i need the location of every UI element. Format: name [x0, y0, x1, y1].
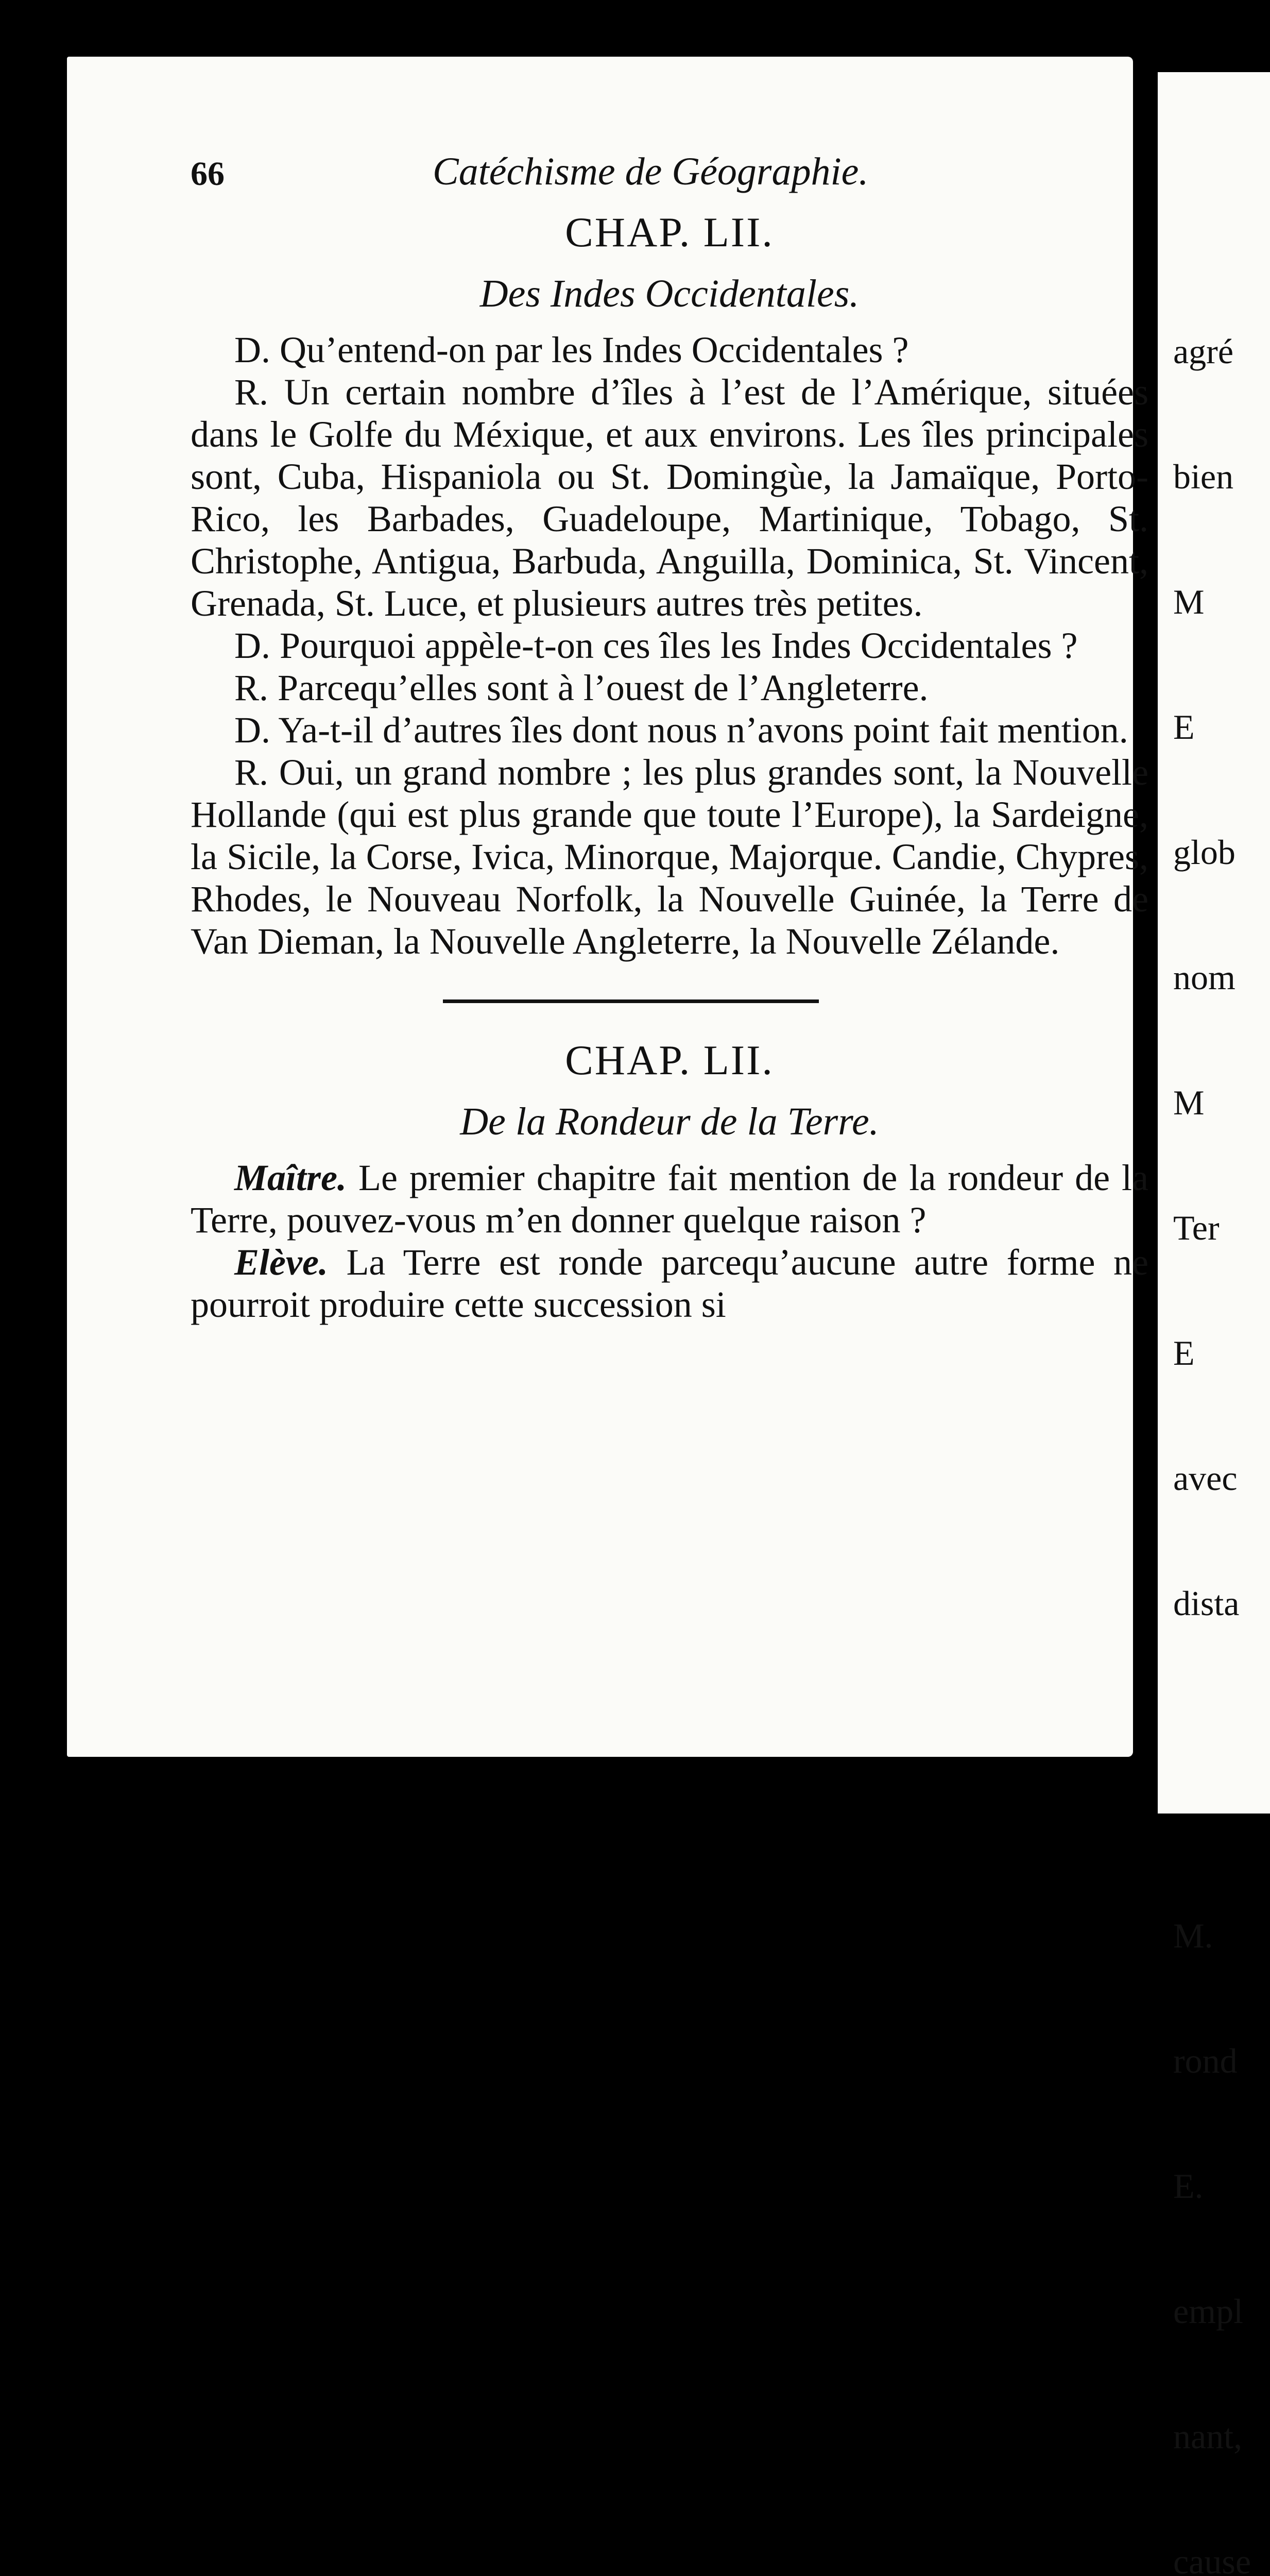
paragraph-text: Parcequ’elles sont à l’ouest de l’Angleterre. — [278, 667, 929, 708]
chapter-title: Des Indes Occidentales. — [479, 272, 860, 315]
speaker-label: Elève. — [234, 1242, 328, 1283]
paragraph — [191, 1241, 1148, 1326]
book-page — [67, 57, 1149, 1757]
paragraph-text: Le premier chapitre fait mention de la rondeur de la Terre, pouvez-vous m’en donner quelque raison ? — [191, 1157, 1148, 1241]
speaker-label: Maître. — [234, 1157, 347, 1198]
adjacent-line: cause — [1173, 2542, 1251, 2576]
paragraph — [191, 709, 1148, 751]
paragraph-text: Un certain nombre d’îles à l’est de l’Amérique, situées dans le Golfe du Méxique, et aux environs. Les îles principales sont, Cuba, Hispaniola ou St. Domingùe, la Jamaïque, Porto-Rico, les Barbades, Guadeloupe, Martinique, Tobago, St. Christophe, Antigua, Barbuda, Anguilla, Dominica, St. Vincent, Grenada, St. Luce, et plusieurs autres très petites. — [191, 371, 1149, 624]
adjacent-line: agré — [1173, 332, 1234, 371]
chapter-title: De la Rondeur de la Terre. — [460, 1100, 879, 1143]
paragraph-text: Qu’entend-on par les Indes Occidentales ? — [280, 329, 909, 370]
paragraph-text: Oui, un grand nombre ; les plus grandes sont, la Nouvelle Hollande (qui est plus grande que toute l’Europe), la Sardeigne, la Sicile, la Corse, Ivica, Minorque, Majorque. Candie, Chypres, Rhodes, le Nouveau Norfolk, la Nouvelle Guinée, la Terre de Van Dieman, la Nouvelle Angleterre, la Nouvelle Zélande. — [191, 752, 1148, 962]
adjacent-line: E — [1173, 1333, 1195, 1372]
adjacent-line: rond — [1173, 2041, 1238, 2080]
paragraph — [191, 667, 1148, 709]
adjacent-line: E. — [1173, 2166, 1204, 2206]
adjacent-line: E — [1173, 707, 1195, 747]
text-block — [191, 144, 1148, 1326]
adjacent-line: M — [1173, 1083, 1205, 1122]
paragraph — [191, 1157, 1148, 1241]
page-number: 66 — [191, 155, 225, 193]
adjacent-line: bien — [1173, 457, 1234, 496]
speaker-label: D. — [234, 709, 270, 751]
chapter-heading: CHAP. LII. — [565, 209, 774, 256]
chapter-heading: CHAP. LII. — [565, 1037, 774, 1083]
speaker-label: R. — [234, 667, 269, 708]
speaker-label: R. — [234, 371, 269, 413]
adjacent-line: nant, — [1173, 2417, 1243, 2456]
adjacent-line: nom — [1173, 958, 1235, 997]
section-divider — [443, 999, 819, 1003]
adjacent-line: avec — [1173, 1459, 1238, 1498]
adjacent-line: M. — [1173, 1916, 1213, 1955]
paragraph — [191, 329, 1148, 371]
adjacent-line: dista — [1173, 1584, 1240, 1623]
adjacent-line: Ter — [1173, 1208, 1220, 1247]
paragraph — [191, 371, 1148, 624]
running-title: Catéchisme de Géographie. — [433, 150, 869, 193]
adjacent-line: empl — [1173, 2292, 1243, 2331]
adjacent-line: glob — [1173, 833, 1235, 872]
adjacent-page-lines — [1173, 247, 1264, 2576]
paragraph — [191, 624, 1148, 667]
speaker-label: D. — [234, 329, 270, 370]
paragraph-text: Ya-t-il d’autres îles dont nous n’avons point fait mention. — [278, 709, 1128, 751]
paragraph-text: Pourquoi appèle-t-on ces îles les Indes Occidentales ? — [280, 625, 1078, 666]
paragraph — [191, 751, 1148, 962]
paragraph-text: La Terre est ronde parcequ’aucune autre forme ne pourroit produire cette succession si — [191, 1242, 1148, 1325]
adjacent-line: M — [1173, 582, 1205, 621]
running-head — [191, 144, 1148, 211]
speaker-label: R. — [234, 752, 269, 793]
adjacent-page-fragment — [1158, 72, 1270, 2576]
speaker-label: D. — [234, 625, 270, 666]
adjacent-gap — [1173, 1708, 1264, 1832]
